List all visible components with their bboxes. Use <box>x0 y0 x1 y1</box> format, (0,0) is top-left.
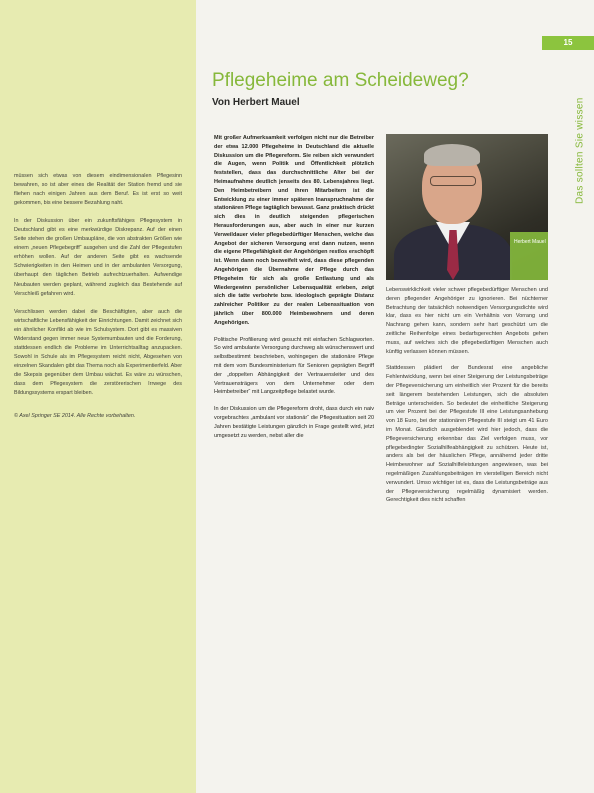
section-label-text: Das sollten Sie wissen <box>574 97 586 204</box>
photo-glasses <box>430 176 476 186</box>
article-paragraph: Lebenswirklichkeit vieler schwer pflegebedürftiger Menschen und deren pflegender Angehöriger zu ignorieren. Bei nüchterner Betrachtung der tatsächlich notwendigen Versorgungsdichte wird klar, dass es hier nicht um ein Verhältnis von Vorrang und Nachrang gehen kann, sondern sehr hart geschützt um die zeitliche Reihenfolge eines bedarfsgerechten Angebots gehen muss, auf welches sich die pflegebedürftigen Menschen auch künftig verlassen können müssen. <box>386 287 548 355</box>
article-title: Pflegeheime am Scheideweg? <box>212 70 469 91</box>
section-label <box>572 64 588 204</box>
article-intro: Mit großer Aufmerksamkeit verfolgen nicht nur die Betreiber der etwa 12.000 Pflegeheime in Deutschland die aktuelle Diskussion um die Pflegereform. Sie reiben sich verwundert die Augen, wenn Politik und Öffentlichkeit plötzlich feststellen, dass das durchschnittliche Alter bei der Heimaufnahme deutlich jenseits des 80. Lebensjahres liegt. Den Heimbetreibern und ihren Mitarbeitern ist die Entwicklung zu einer immer späteren Inanspruchnahme der stationären Pflege tagtäglich bewusst. Ganz praktisch drückt sich dies in deutlich steigenden pflegerischen Herausforderungen aus, aber auch in einer nur kurzen Verweildauer vieler pflegebedürftiger Menschen, welche das Angebot der sicheren Versorgung erst dann nutzen, wenn die eigene Pflegefähigkeit der Angehörigen restlos erschöpft ist. Wenn dann noch bezweifelt wird, dass diese pflegenden Angehörigen die Übernahme der Pflege durch das Pflegeheim für sich als große Entlastung und als Wiedergewinn persönlicher Lebensqualität erleben, zeigt sich die tatte verbohrte bzw. ideologisch geprägte Distanz zahlreicher Politiker zu der realen Lebenssituation von jährlich über 800.000 Heimbewohnern und deren Angehörigen. <box>214 135 374 326</box>
photo-caption: Herbert Mauel <box>514 239 546 245</box>
photo-hair <box>424 144 480 166</box>
sidebar-paragraph: In der Diskussion über ein zukunftsfähiges Pflegesystem in Deutschland gibt es eine merkwürdige Diskrepanz. Auf der einen Seite stehen die großen Umbaupläne, die von abstrakten Größen wie einem „neuen Pflegebegriff“ ausgehen und die Zahl der Pflegestufen erhöhen wollen. Auf der anderen Seite gibt es wachsende Schwierigkeiten in den Heimen und in der ambulanten Versorgung, überhaupt den täglichen Betrieb aufrechtzuerhalten. Aufwendige Neubauten werden geplant, während zugleich das Bestehende auf Verschleiß gefahren wird. <box>14 218 182 297</box>
sidebar-paragraph: Verschlissen werden dabei die Beschäftigten, aber auch die wirtschaftliche Lebensfähigkeit der Einrichtungen. Damit zeichnet sich ein ähnlicher Konflikt ab wie im Schulsystem. Dort gibt es massiven Widerstand gegen immer neue Systemumbauten und die Forderung, stattdessen endlich die Probleme im Unterrichtsalltag anzupacken. Sowohl in Schule als im Pflegesystem reicht nicht, Abgesehen von einzelnen Skandalen gibt das Thema noch als Experimentierfeld. Aber die Skepsis gegenüber dem Umbau wächst. Es wäre zu wünschen, dass dem Pflegesystem die zerstörerischen Irrwege des Bildungssystems erspart bleiben. <box>14 308 182 397</box>
sidebar-paragraph: müssen sich etwas von diesem eindimensionalen Pflegesinn bewahren, so ist aber eines die Realität der Station fremd und sie fliehen nach einigen Jahren aus dem Beruf. Es ist erst so weit gekommen, bis eine bessere Bezahlung naht. <box>14 173 182 207</box>
sidebar-text <box>14 172 182 430</box>
article-paragraph: In der Diskussion um die Pflegereform droht, dass durch ein naiv vorgebrachtes „ambulant vor stationär“ die Pflegesituation seit 20 Jahren bestätigte Leistungen gänzlich in Frage gestellt wird, jetzt umgesetzt zu werden, nebst aller die <box>214 406 374 439</box>
article-paragraph: Politische Profilierung wird gesucht mit einfachen Schlagworten. So wird ambulante Versorgung durchweg als wünschenswert und selbstbestimmt beschrieben, wohingegen die stationäre Pflege mit dem vom Bundesministerium für Senioren geprägten Begriff der „doppelten Abhängigkeit der Vertrauensleiter und des Vertrauensträgers von dem Unternehmer oder dem Heimbetreiber“ mit Langzeitpflege belastet wurde. <box>214 336 374 396</box>
page-number: 15 <box>542 36 594 50</box>
article-author: Von Herbert Mauel <box>212 97 300 108</box>
article-column-right <box>386 286 548 513</box>
copyright-notice: © Axel Springer SE 2014. Alle Rechte vorbehalten. <box>14 413 136 420</box>
article-column-middle <box>214 134 374 448</box>
article-paragraph: Stattdessen plädiert der Bundesrat eine angebliche Fehlentwicklung, wenn bei einer Steigerung der Leistungsbeträge der Pflegeversicherung um einheitlich vier Prozent für die bereits seit längerem bestehenden Leistungen, sich die absoluten Beträge unterscheiden. So bedeutet die einheitliche Steigerung um vier Prozent bei der Pflegestufe III eine Leistungsanhebung von 18 Euro, bei der stationären Pflegestufe III steigt um 41 Euro im Monat. Gänzlich ausgeblendet wird hier jedoch, dass die Pflegeversicherung erkennbar das Ziel verfolgen muss, vor pflegebedingter Sozialhilfeabhängigkeit zu schützen. Heute ist, anders als bei der häuslichen Pflege, annähernd jeder dritte Heimbewohner auf Sozialhilfeleistungen angewiesen, was bei regelmäßigen Zuzahlungsbeiträgen im vierstelligen Bereich nicht verwundert. Umso wichtiger ist es, dass die Leistungsbeträge aus der Pflegeversicherung regelmäßig dynamisiert werden. Gerechtigkeit dies nicht schaffen <box>386 365 548 504</box>
author-photo <box>386 134 548 280</box>
